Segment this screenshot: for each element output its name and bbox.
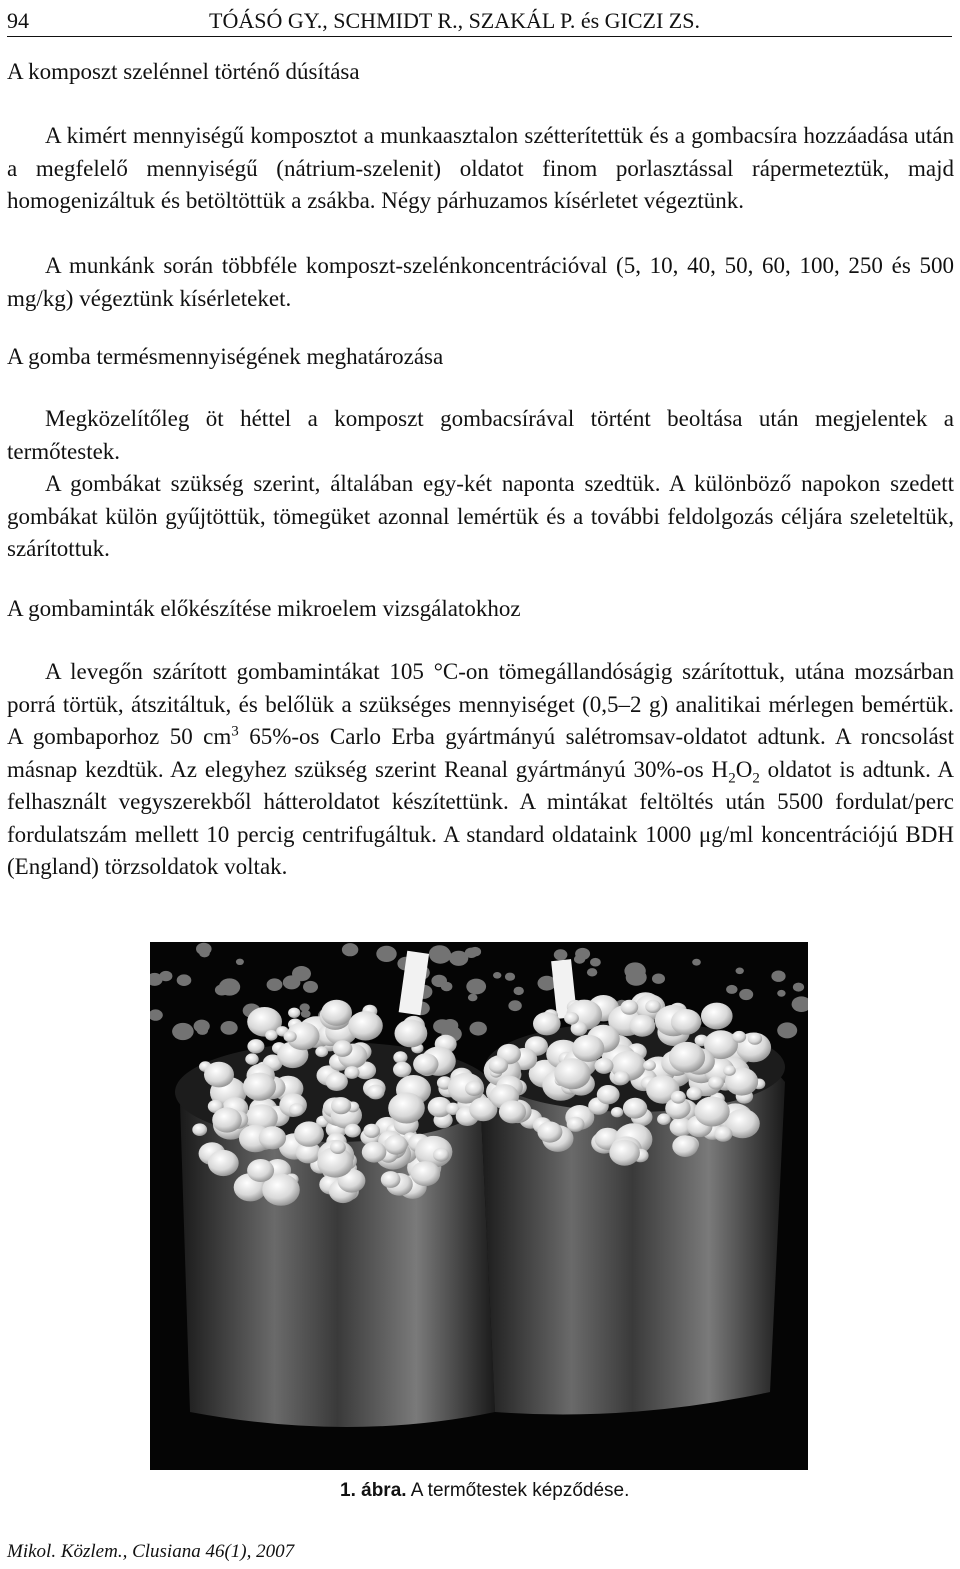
text-run: oldatot is adtunk. A felhasznált vegyszerekből hátteroldatot készítettünk. A mintákat feltöltés után 5500 fordulat/perc fordulatszám mellett 10 percig centrifugáltuk. A standard oldataink 1000 μg/ml koncentrációjú BDH (England) törzsoldatok voltak. xyxy=(7,756,954,879)
figure-label: 1. ábra. xyxy=(340,1480,407,1501)
text-run: 65%-os Carlo Erba gyártmányú salétromsav-oldatot adtunk. A roncsolást másnap kezdtük. Az elegyhez szükség szerint Reanal gyártmányú 30%-os H xyxy=(7,724,955,782)
paragraph-sample-preparation xyxy=(7,656,954,884)
superscript: 3 xyxy=(231,723,239,740)
subscript: 2 xyxy=(752,770,760,787)
paragraph-compost-spraying: A kimért mennyiségű komposztot a munkaasztalon szétterítettük és a gombacsíra hozzáadása után a megfelelő mennyiségű (nátrium-szelenit) oldatot finom porlasztással rápermeteztük, majd homogenizáltuk és betöltöttük a zsákba. Négy párhuzamos kísérletet végeztünk. xyxy=(7,123,954,213)
paragraph-harvest: A gombákat szükség szerint, általában egy-két naponta szedtük. A különböző napokon szedett gombákat külön gyűjtöttük, tömegüket azonnal lemértük és a további feldolgozás céljára szeleteltük, szárítottuk. xyxy=(7,471,954,561)
paragraph-fruiting-bodies: Megközelítőleg öt héttel a komposzt gombacsírával történt beoltása után megjelentek a termőtestek. xyxy=(7,406,954,464)
subscript: 2 xyxy=(728,770,736,787)
paragraph-selenium-concentrations: A munkánk során többféle komposzt-szelénkoncentrációval (5, 10, 40, 50, 60, 100, 250 és 500 mg/kg) végeztünk kísérleteket. xyxy=(7,253,954,311)
running-header xyxy=(7,6,952,37)
footer-citation: Mikol. Közlem., Clusiana 46(1), 2007 xyxy=(7,1541,295,1562)
mushroom-photo-drawing xyxy=(150,942,808,1470)
text-run: O xyxy=(735,756,753,782)
figure-caption-text: A termőtestek képződése. xyxy=(410,1480,630,1501)
header-authors: TÓÁSÓ GY., SCHMIDT R., SZAKÁL P. és GICZI ZS. xyxy=(209,8,700,33)
page-number: 94 xyxy=(7,8,29,33)
figure-caption xyxy=(340,1478,629,1504)
section-heading-enrichment: A komposzt szelénnel történő dúsítása xyxy=(7,59,360,84)
section-heading-yield: A gomba termésmennyiségének meghatározása xyxy=(7,344,444,369)
mushroom-photo xyxy=(150,942,808,1470)
text-run: A levegőn szárított gombamintákat 105 °C-on tömegállandóságig szárítottuk, utána mozsárban porrá törtük, átszitáltuk, és belőlük a szükséges mennyiséget (0,5–2 g) analitikai mérlegen bemértük. A gombaporhoz 50 cm xyxy=(7,659,954,749)
section-heading-sample-prep: A gombaminták előkészítése mikroelem vizsgálatokhoz xyxy=(7,596,521,621)
